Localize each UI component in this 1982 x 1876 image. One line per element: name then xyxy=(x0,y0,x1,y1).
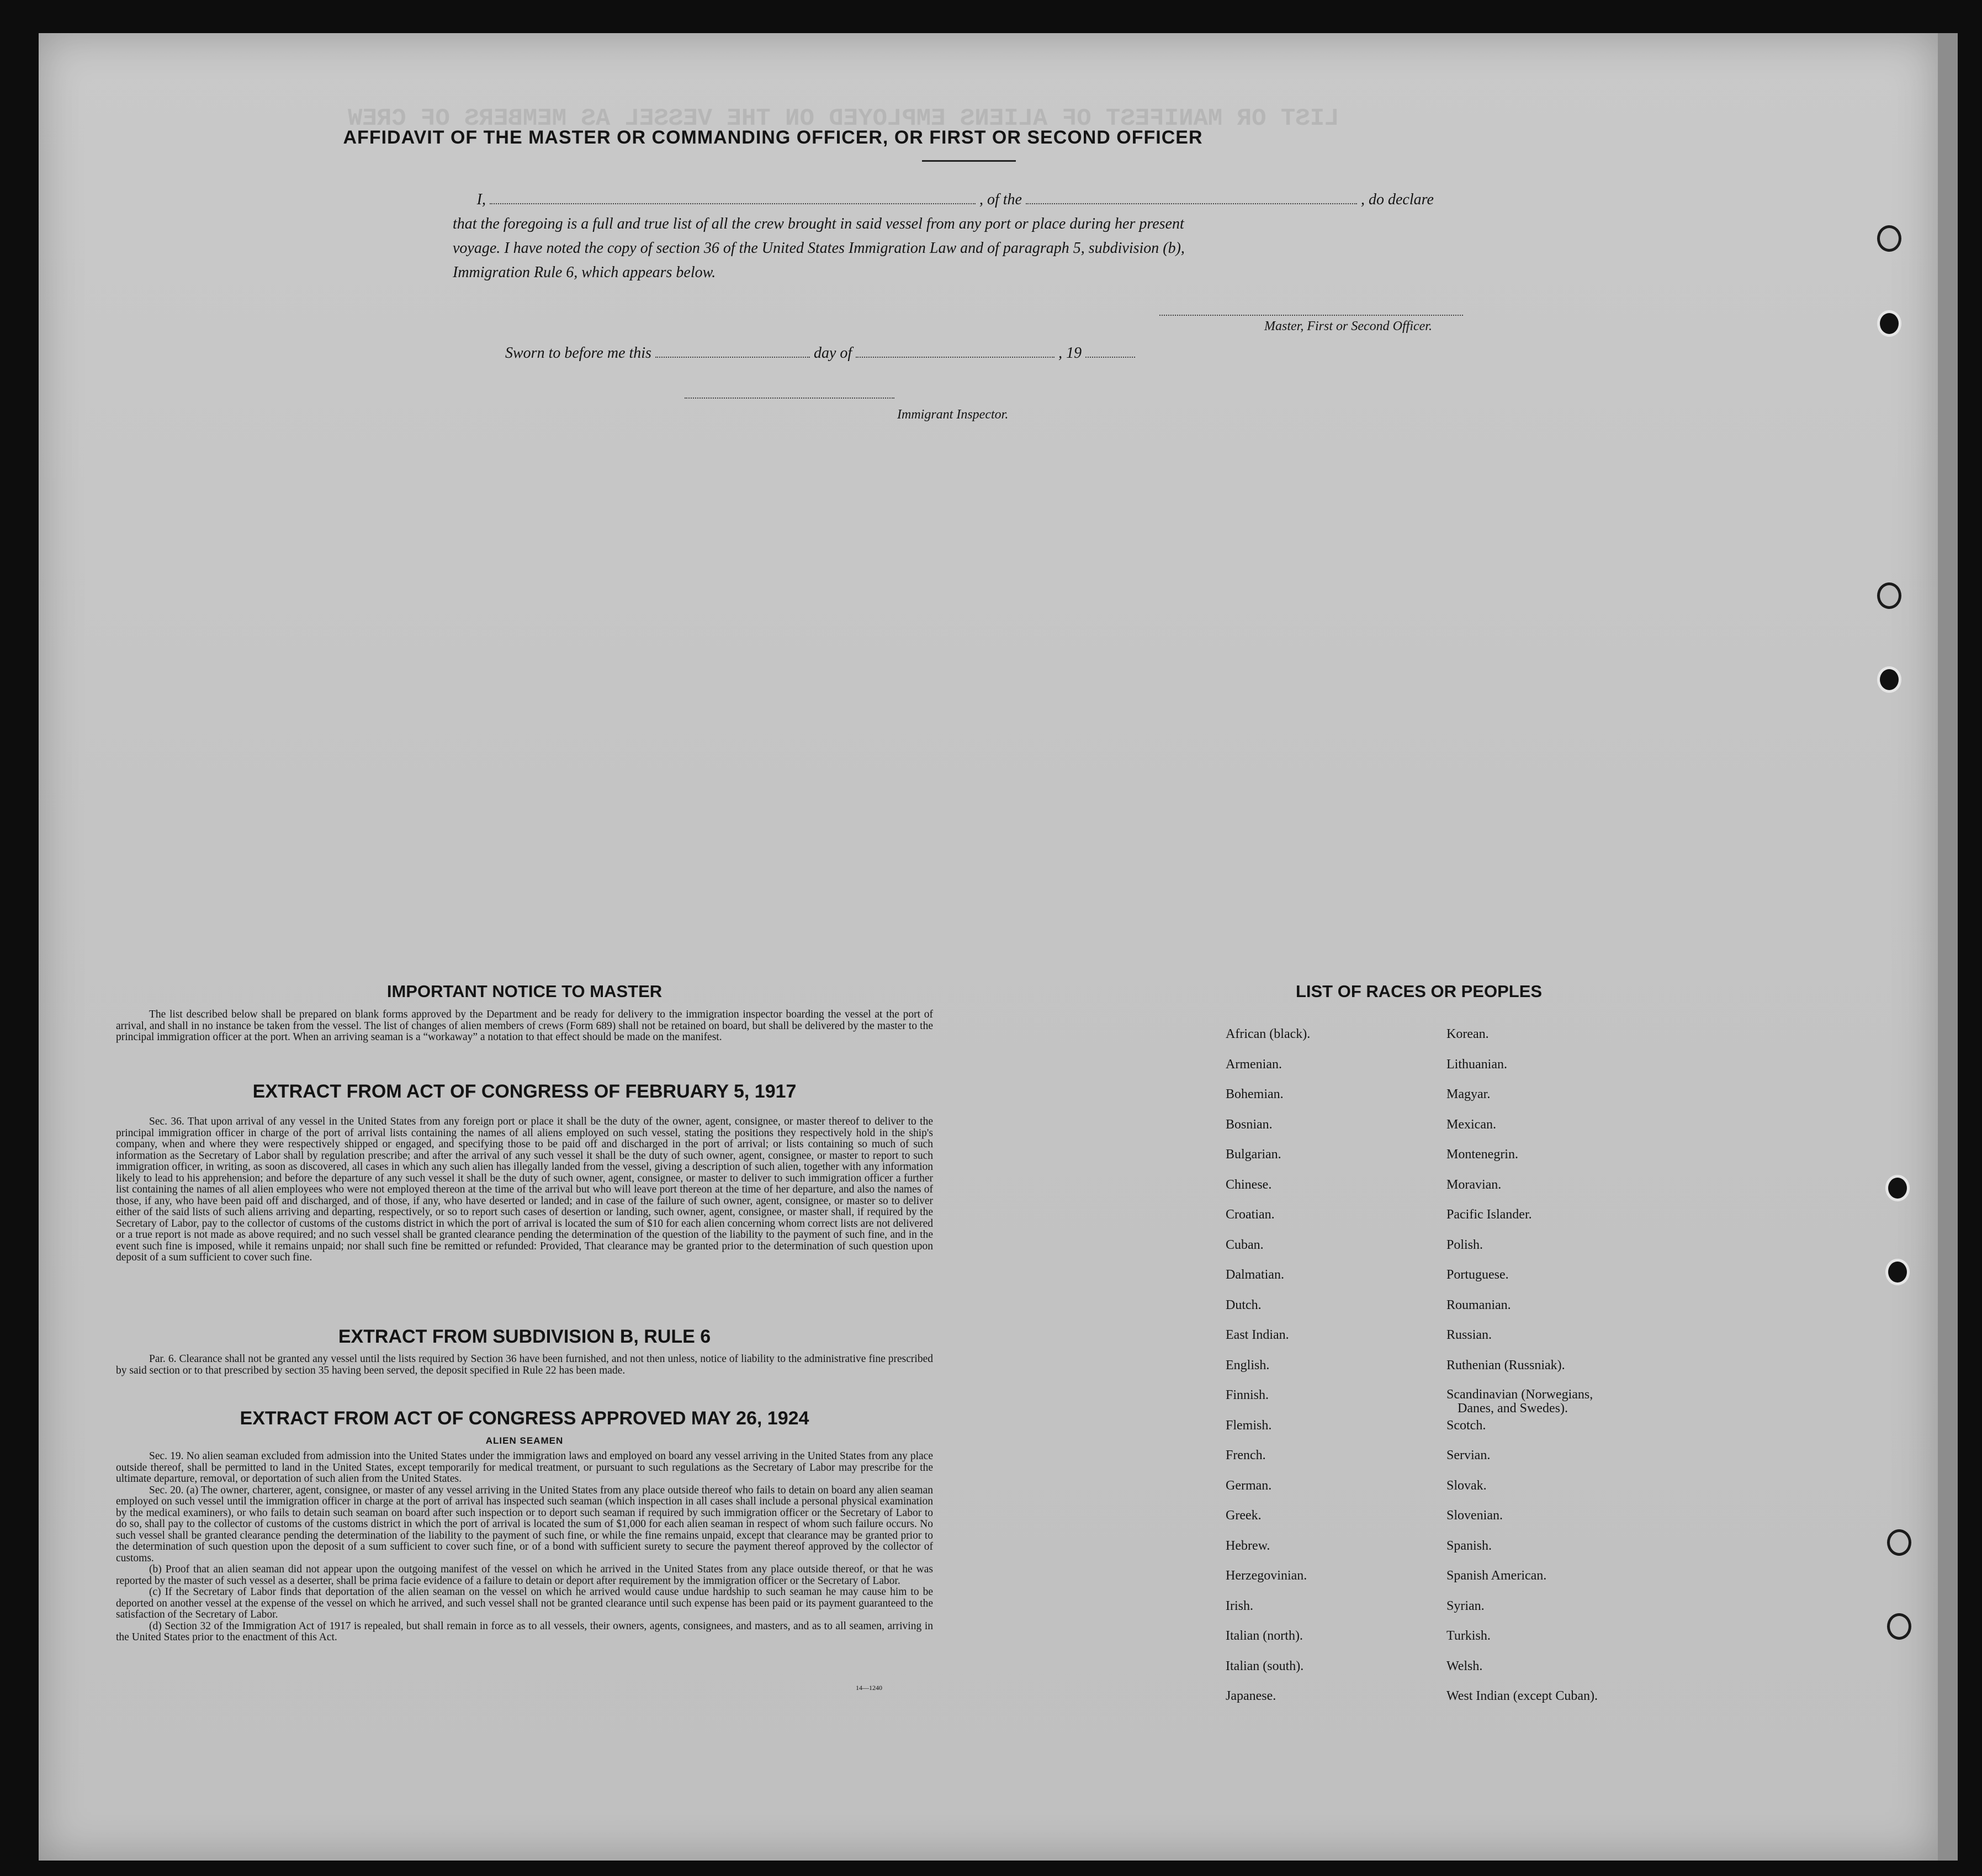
binder-hole xyxy=(1877,582,1901,609)
sworn-day-of: day of xyxy=(813,345,852,362)
form-number: 14—1240 xyxy=(856,1684,882,1692)
declare-label: , do declare xyxy=(1361,191,1434,208)
race-item: Greek. xyxy=(1226,1508,1262,1523)
race-item: Ruthenian (Russniak). xyxy=(1446,1358,1565,1372)
race-item: Slovak. xyxy=(1446,1478,1487,1493)
of-the-label: , of the xyxy=(979,191,1022,208)
race-item: Dalmatian. xyxy=(1226,1268,1284,1282)
sworn-prefix: Sworn to before me this xyxy=(505,345,651,362)
race-item: Polish. xyxy=(1446,1237,1483,1252)
race-item: Turkish. xyxy=(1446,1629,1491,1643)
race-item: Korean. xyxy=(1446,1027,1489,1041)
sworn-month-field[interactable] xyxy=(856,342,1054,358)
race-item: Bohemian. xyxy=(1226,1087,1284,1101)
races-title: LIST OF RACES OR PEOPLES xyxy=(1295,982,1543,1001)
binder-hole xyxy=(1877,666,1901,693)
race-item: Bulgarian. xyxy=(1226,1147,1281,1162)
race-item-continuation: Danes, and Swedes). xyxy=(1458,1401,1568,1416)
race-item: Cuban. xyxy=(1226,1237,1264,1252)
race-item: Spanish. xyxy=(1446,1538,1492,1553)
race-item: Italian (north). xyxy=(1226,1629,1303,1643)
race-item: Irish. xyxy=(1226,1598,1253,1613)
inspector-line[interactable] xyxy=(685,398,894,399)
extract-rule6-text: Par. 6. Clearance shall not be granted any vessel until the lists required by Section 36 have been furnished, and not then unless, notice of liability to the administrative fine prescribed by said section or to that prescribed by section 35 having been served, the deposit specified in Rule 22 has been made. xyxy=(116,1353,933,1376)
affidavit-line-4: Immigration Rule 6, which appears below. xyxy=(453,264,716,281)
race-item: Scotch. xyxy=(1446,1418,1486,1433)
race-item: Mexican. xyxy=(1446,1117,1496,1132)
inspector-label: Immigrant Inspector. xyxy=(897,407,1009,422)
race-item: Herzegovinian. xyxy=(1226,1568,1307,1583)
extract-rule6-heading: EXTRACT FROM SUBDIVISION B, RULE 6 xyxy=(338,1326,711,1347)
sec-20d: (d) Section 32 of the Immigration Act of 1917 is repealed, but shall remain in force as to all vessels, their owners, agents, consignees, and masters, and as to all seamen, arriving in the United States prior to the enactment of this Act. xyxy=(116,1620,933,1643)
race-item: Dutch. xyxy=(1226,1297,1262,1312)
affidavit-line-2: that the foregoing is a full and true list of all the crew brought in said vessel from any port or place during her present xyxy=(453,215,1184,232)
affidavit-title: AFFIDAVIT OF THE MASTER OR COMMANDING OFFICER, OR FIRST OR SECOND OFFICER xyxy=(343,127,1203,148)
race-item: Scandinavian (Norwegians, xyxy=(1446,1387,1593,1402)
sworn-year-field[interactable] xyxy=(1085,342,1135,358)
binder-hole xyxy=(1877,225,1901,252)
race-item: Spanish American. xyxy=(1446,1568,1547,1583)
sworn-year: , 19 xyxy=(1058,345,1082,362)
races-column-1 xyxy=(1226,1027,1310,1719)
race-item: Croatian. xyxy=(1226,1207,1275,1222)
race-item: Servian. xyxy=(1446,1448,1491,1462)
extract-1924-heading: EXTRACT FROM ACT OF CONGRESS APPROVED MAY 26, 1924 xyxy=(240,1408,809,1429)
race-item: Flemish. xyxy=(1226,1418,1272,1433)
race-item: Roumanian. xyxy=(1446,1297,1511,1312)
sec-20b: (b) Proof that an alien seaman did not appear upon the outgoing manifest of the vessel on which he arrived in the United States from any place outside thereof, or that he was reported by the master of such vessel as a deserter, shall be prima facie evidence of a failure to detain or deport after requirement by the immigration officer or the Secretary of Labor. xyxy=(116,1564,933,1587)
alien-seamen-subheading: ALIEN SEAMEN xyxy=(485,1435,564,1446)
page-edge xyxy=(1938,33,1958,1861)
race-item: African (black). xyxy=(1226,1027,1311,1041)
affidavit-line-3: voyage. I have noted the copy of section 36 of the United States Immigration Law and of paragraph 5, subdivision (b), xyxy=(453,240,1185,257)
race-item: Syrian. xyxy=(1446,1598,1485,1613)
extract-1924-text xyxy=(116,1451,933,1644)
name-field[interactable] xyxy=(490,189,976,204)
race-item: Hebrew. xyxy=(1226,1538,1270,1553)
binder-hole xyxy=(1877,310,1901,337)
race-item: Portuguese. xyxy=(1446,1268,1509,1282)
extract-1917-text: Sec. 36. That upon arrival of any vessel in the United States from any foreign port or place it shall be the duty of the owner, agent, consignee, or master thereof to deliver to the principal immigration officer in charge of the port of arrival lists containing the names of all aliens employed on such vessel, stating the positions they respectively hold in the ship's company, when and where they were respectively shipped or engaged, and specifying those to be paid off and discharged in the port of arrival; or lists containing so much of such information as the Secretary of Labor shall by regulation prescribe; and after the arrival of any such vessel it shall be the duty of such owner, agent, consignee, or master to report to such immigration officer, in writing, as soon as discovered, all cases in which any such alien has illegally landed from the vessel, giving a description of such alien, together with any information likely to lead to his apprehension; and before the departure of any such vessel it shall be the duty of such owner, agent, consignee, or master to deliver to such immigration officer a further list containing the names of all alien employees who were not employed thereon at the time of the arrival but who will leave port thereon at the time of her departure, and also the names of those, if any, who have been paid off and discharged, and of those, if any, who have deserted or landed; and in case of the failure of such owner, agent, consignee, or master so to deliver either of the said lists of such aliens arriving and departing, respectively, or so to report such cases of desertion or landing, such owner, agent, consignee, or master shall, if required by the Secretary of Labor, pay to the collector of customs of the customs district in which the port of arrival is located the sum of $10 for each alien concerning whom correct lists are not delivered or a true report is not made as above required; and no such vessel shall be granted clearance pending the determination of the question of the liability to the payment of such fine, and in the event such fine is imposed, while it remains unpaid; nor shall such fine be remitted or refunded: Provided, That clearance may be granted prior to the determination of such question upon deposit of a sum sufficient to cover such fine. xyxy=(116,1116,933,1263)
race-item: Finnish. xyxy=(1226,1388,1269,1402)
extract-1917-heading: EXTRACT FROM ACT OF CONGRESS OF FEBRUARY 5, 1917 xyxy=(252,1081,797,1102)
race-item: Lithuanian. xyxy=(1446,1057,1507,1072)
i-label: I, xyxy=(476,191,486,208)
signature-label: Master, First or Second Officer. xyxy=(1264,319,1432,333)
sec-20c: (c) If the Secretary of Labor finds that deportation of the alien seaman on the vessel on which he arrived would cause undue hardship to such seaman he may cause him to be deported on another vessel at the expense of the vessel on which he arrived, and such vessel shall not be granted clearance until such expense has been paid or its payment guaranteed to the satisfaction of the Secretary of Labor. xyxy=(116,1586,933,1620)
signature-line[interactable] xyxy=(1159,315,1463,316)
sec-19: Sec. 19. No alien seaman excluded from admission into the United States under the immigration laws and employed on board any vessel arriving in the United States from any place outside thereof, shall be permitted to land in the United States, except temporarily for medical treatment, or pursuant to such regulations as the Secretary of Labor may prescribe for the ultimate departure, removal, or deportation of such alien from the United States. xyxy=(116,1450,933,1485)
bleed-through-title: LIST OR MANIFEST OF ALIENS EMPLOYED ON THE VESSEL AS MEMBERS OF CREW xyxy=(348,105,1339,133)
affidavit-body xyxy=(453,188,1529,285)
race-item: Magyar. xyxy=(1446,1087,1491,1101)
race-item: Chinese. xyxy=(1226,1177,1272,1192)
binder-hole xyxy=(1885,1175,1910,1201)
race-item: French. xyxy=(1226,1448,1266,1462)
race-item: Slovenian. xyxy=(1446,1508,1503,1523)
race-item: Welsh. xyxy=(1446,1658,1483,1673)
binder-hole xyxy=(1887,1529,1911,1556)
vessel-field[interactable] xyxy=(1026,189,1357,204)
race-item: Japanese. xyxy=(1226,1689,1276,1703)
races-column-2 xyxy=(1446,1027,1598,1719)
notice-text: The list described below shall be prepared on blank forms approved by the Department and be ready for delivery to the immigration inspector boarding the vessel at the port of arrival, and shall in no instance be taken from the vessel. The list of changes of alien members of crews (Form 689) shall not be retained on board, but shall be delivered by the master to the principal immigration officer at the port. When an arriving seaman is a “workaway” a notation to that effect should be made on the manifest. xyxy=(116,1009,933,1043)
sworn-line xyxy=(505,342,1135,362)
race-item: Armenian. xyxy=(1226,1057,1282,1072)
binder-hole xyxy=(1885,1259,1910,1285)
race-item: Moravian. xyxy=(1446,1177,1502,1192)
race-item: Italian (south). xyxy=(1226,1658,1304,1673)
sec-20a: Sec. 20. (a) The owner, charterer, agent, consignee, or master of any vessel arriving in the United States from any place outside thereof who fails to detain on board any alien seaman employed on such vessel until the immigration officer in charge at the port of arrival has inspected such seaman (which inspection in all cases shall include a personal physical examination by the medical examiners), or who fails to detain such seaman on board after such inspection or to deport such seaman if required by such immigration officer or the Secretary of Labor to do so, shall pay to the collector of customs of the customs district in which the port of arrival is located the sum of $1,000 for each alien seaman in respect of whom such failure occurs. No such vessel shall be granted clearance pending the determination of the liability to the payment of such fine, or while the fine remains unpaid, except that clearance may be granted prior to the determination of such question upon the deposit of a sum sufficient to cover such fine, or of a bond with sufficient surety to secure the payment thereof approved by the collector of customs. xyxy=(116,1484,933,1564)
race-item: Bosnian. xyxy=(1226,1117,1273,1132)
binder-hole xyxy=(1887,1613,1911,1640)
race-item: East Indian. xyxy=(1226,1328,1289,1342)
race-item: Montenegrin. xyxy=(1446,1147,1518,1162)
title-rule xyxy=(922,160,1016,162)
sworn-day-field[interactable] xyxy=(655,342,810,358)
race-item: English. xyxy=(1226,1358,1270,1372)
race-item: Russian. xyxy=(1446,1328,1492,1342)
document-page xyxy=(39,33,1938,1861)
notice-title: IMPORTANT NOTICE TO MASTER xyxy=(386,982,663,1001)
race-item: West Indian (except Cuban). xyxy=(1446,1689,1598,1703)
race-item: Pacific Islander. xyxy=(1446,1207,1532,1222)
race-item: German. xyxy=(1226,1478,1272,1493)
